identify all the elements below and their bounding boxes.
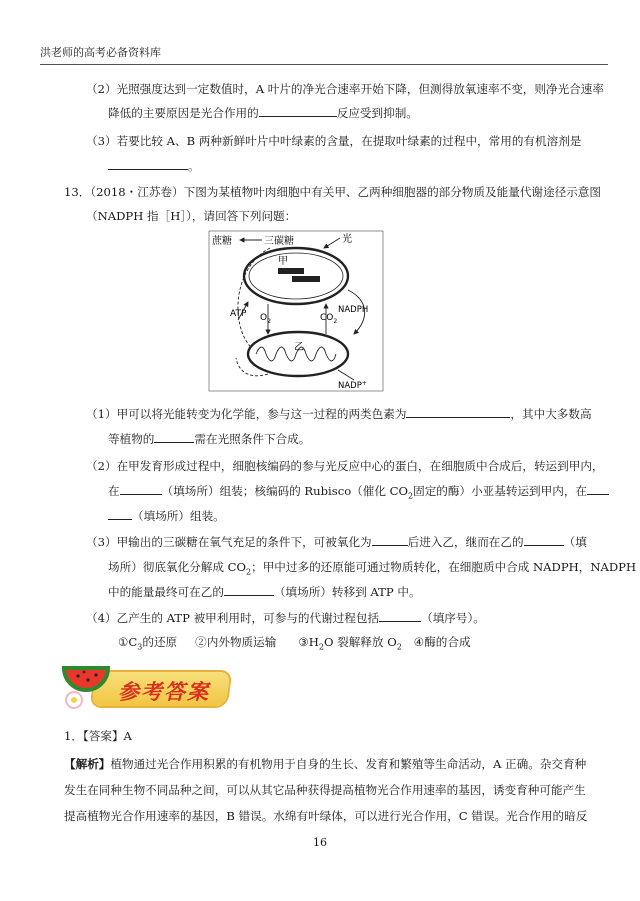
co2-subscript: 2 (408, 491, 414, 501)
q12-p3-line2-end: 。 (188, 159, 200, 173)
sucrose-label: 蔗糖 (212, 236, 232, 247)
answer-1-line (64, 728, 132, 744)
option-1-text-b: 的还原 (142, 635, 178, 649)
organelle-diagram (208, 230, 384, 392)
answer-blank (587, 483, 609, 495)
jia-label: 甲 (278, 256, 288, 267)
option-3-text-b: O 裂解释放 O (323, 635, 397, 649)
q13-s2-text-a: 在 (108, 484, 120, 498)
q13-s1-text-c: 等植物的 (108, 432, 155, 446)
answer-1-explanation-line1 (64, 756, 586, 772)
answer-1-label: 1．【答案】 (64, 729, 124, 743)
answer-1-explanation-line3: 提高植物光合作用速率的基因，B 错误。水绵有叶绿体，可以进行光合作用，C 错误。光合作用的暗反 (64, 809, 588, 823)
mitochondrion-yi (248, 332, 348, 376)
page-header: 洪老师的高考必备资料库 (40, 46, 161, 59)
q13-s1-text-a: （1）甲可以将光能转变为化学能，参与这一过程的两类色素为 (86, 407, 407, 421)
reference-answer-banner (60, 660, 232, 712)
q13-s4-text-b: （填序号）。 (421, 611, 485, 625)
q13-s1-line1 (86, 406, 592, 422)
q13-stem-line2: （NADPH 指［H］），请回答下列问题： (86, 209, 297, 223)
thylakoid-stack (292, 276, 320, 282)
banner-text: 参考答案 (118, 679, 210, 704)
answer-1-explanation-line2: 发生在同种生物不同品种之间，可以从其它品种获得提高植物光合作用速率的基因，诱变育种可能产生 (64, 783, 586, 797)
q13-s2-text-c: 固定的酶）小亚基转运到甲内，在 (413, 484, 588, 498)
q13-s4-options (118, 634, 471, 655)
q13-s1-text-b: ，其中大多数高 (510, 407, 592, 421)
o2-label (260, 313, 271, 325)
q13-s3-text-a: （3）甲输出的三碳糖在氧气充足的条件下，可被氧化为 (86, 535, 372, 549)
q13-s3-text-c: （填 (563, 535, 587, 549)
nadp-superscript: + (361, 380, 367, 387)
q13-s2-text-b: （填场所）组装；核编码的 Rubisco（催化 CO (161, 484, 409, 498)
answer-blank (120, 483, 162, 495)
q13-s4-text-a: （4）乙产生的 ATP 被甲利用时，可参与的代谢过程包括 (86, 611, 380, 625)
option-2: ②内外物质运输 (195, 635, 277, 649)
atp-label: ATP (230, 309, 247, 319)
nadph-label: NADPH (338, 305, 369, 315)
explanation-label: 【解析】 (64, 757, 111, 771)
explanation-text-1: 植物通过光合作用积累的有机物用于自身的生长、发育和繁殖等生命活动，A 正确。杂交育种 (110, 757, 587, 771)
nadp-line (338, 370, 354, 380)
co2-subscript: 2 (333, 318, 338, 325)
q13-s2-text-d: （填场所）组装。 (132, 509, 225, 523)
option-3-text-a: ③H (298, 635, 319, 649)
q13-s4-line1 (86, 610, 485, 626)
answer-blank (259, 105, 337, 117)
option-4: ④酶的合成 (413, 635, 471, 649)
watermelon-icon (60, 660, 124, 712)
nadp-text: NADP (338, 381, 362, 391)
answer-blank (108, 508, 132, 520)
q13-s3-text-b: 后进入乙，继而在乙的 (407, 535, 524, 549)
option-1-text-a: ①C (118, 635, 138, 649)
q13-stem-line1: 13．（2018・江苏卷）下图为某植物叶肉细胞中有关甲、乙两种细胞器的部分物质及能量代谢途径示意图 (64, 185, 601, 199)
page-number: 16 (313, 836, 327, 849)
option-3-subscript: 2 (318, 642, 324, 652)
option-1-subscript: 3 (137, 642, 143, 652)
header-rule (40, 64, 608, 65)
option-3 (298, 635, 402, 652)
answer-1-value: A (123, 729, 132, 743)
q13-s3-line2 (108, 559, 636, 580)
nadp-label (338, 380, 367, 391)
q12-p3-line1: （3）若要比较 A、B 两种新鲜叶片中叶绿素的含量，在提取叶绿素的过程中，常用的有机溶剂是 (86, 134, 582, 148)
answer-blank (379, 610, 421, 622)
yi-label: 乙 (294, 342, 304, 353)
option-3-subscript-2: 2 (396, 642, 402, 652)
q13-s3-line3 (108, 584, 421, 600)
q13-s2-line2 (108, 483, 609, 504)
q12-p3-line2 (108, 158, 200, 174)
q12-p2-line2 (108, 105, 418, 121)
q13-s3-line1 (86, 534, 587, 550)
q13-s3-text-f: 中的能量最终可在乙的 (108, 585, 224, 599)
option-1 (118, 635, 178, 652)
o2-subscript: 2 (267, 318, 271, 325)
triose-label: 三碳糖 (264, 236, 294, 247)
light-label: 光 (342, 234, 352, 245)
co2-label (320, 313, 337, 325)
q13-s2-line3 (108, 508, 225, 524)
q12-p2-line2-text-a: 降低的主要原因是光合作用的 (108, 106, 259, 120)
q12-p2-line2-text-b: 反应受到抑制。 (336, 106, 418, 120)
light-arrow (324, 238, 340, 248)
q13-s3-text-g: （填场所）转移到 ATP 中。 (273, 585, 421, 599)
answer-blank (372, 534, 408, 546)
answer-blank (406, 406, 510, 418)
q13-s3-text-e: ；甲中过多的还原能可通过物质转化，在细胞质中合成 NADPH，NADPH (251, 560, 637, 574)
answer-blank (154, 431, 194, 443)
answer-blank (224, 584, 274, 596)
q13-s1-text-d: 需在光照条件下合成。 (194, 432, 311, 446)
o2-text: O (260, 313, 268, 323)
co2-subscript: 2 (246, 567, 252, 577)
q13-s1-line2 (108, 431, 310, 447)
answer-blank (108, 158, 188, 170)
answer-blank (524, 534, 564, 546)
q12-p2-line1: （2）光照强度达到一定数值时，A 叶片的净光合速率开始下降，但测得放氧速率不变，则净光合速率 (86, 82, 604, 96)
q13-s3-text-d: 场所）彻底氧化分解成 CO (108, 560, 246, 574)
co2-text: CO (320, 313, 334, 323)
thylakoid-stack (278, 268, 304, 274)
q13-s2-line1: （2）在甲发育形成过程中，细胞核编码的参与光反应中心的蛋白，在细胞质中合成后，转运到甲内， (86, 459, 604, 473)
